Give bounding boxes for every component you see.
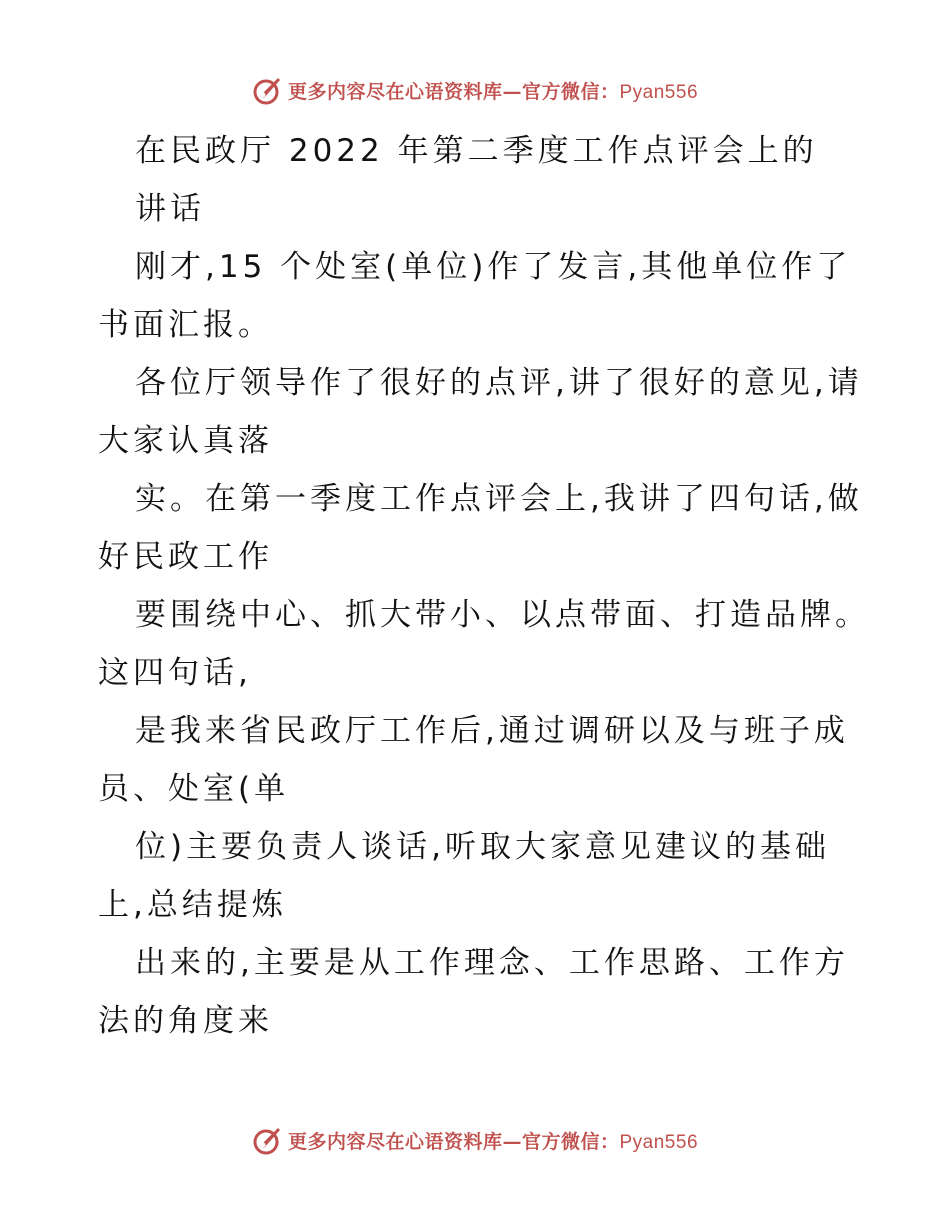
watermark-account: Pyan556 [619,1131,699,1153]
text-line: 法的角度来 [98,1003,273,1039]
watermark-account: Pyan556 [619,81,699,103]
watermark-text: 更多内容尽在心语资料库—官方微信：Pyan556 [287,80,699,103]
watermark-text: 更多内容尽在心语资料库—官方微信：Pyan556 [287,1130,699,1153]
text-line: 要围绕中心、抓大带小、以点带面、打造品牌。 [135,597,870,633]
footer-watermark [0,1120,950,1160]
quill-logo-icon [252,1124,284,1156]
text-line: 各位厅领导作了很好的点评,讲了很好的意见,请 [135,365,863,401]
text-line: 这四句话, [98,655,252,691]
document-body [98,122,870,1050]
header-watermark [0,70,950,110]
text-line: 书面汇报。 [98,307,273,343]
text-line: 刚才,15 个处室(单位)作了发言,其他单位作了 [135,249,852,285]
text-line: 是我来省民政厅工作后,通过调研以及与班子成 [135,713,849,749]
text-line: 上,总结提炼 [98,887,287,923]
text-line: 实。在第一季度工作点评会上,我讲了四句话,做 [135,481,863,517]
text-line: 在民政厅 2022 年第二季度工作点评会上的 [135,133,818,169]
text-line: 员、处室(单 [98,771,290,807]
text-line: 大家认真落 [98,423,273,459]
text-line: 讲话 [135,191,205,227]
text-line: 好民政工作 [98,539,273,575]
quill-logo-icon [252,74,284,106]
text-line: 位)主要负责人谈话,听取大家意见建议的基础 [135,829,830,865]
text-line: 出来的,主要是从工作理念、工作思路、工作方 [135,945,849,981]
